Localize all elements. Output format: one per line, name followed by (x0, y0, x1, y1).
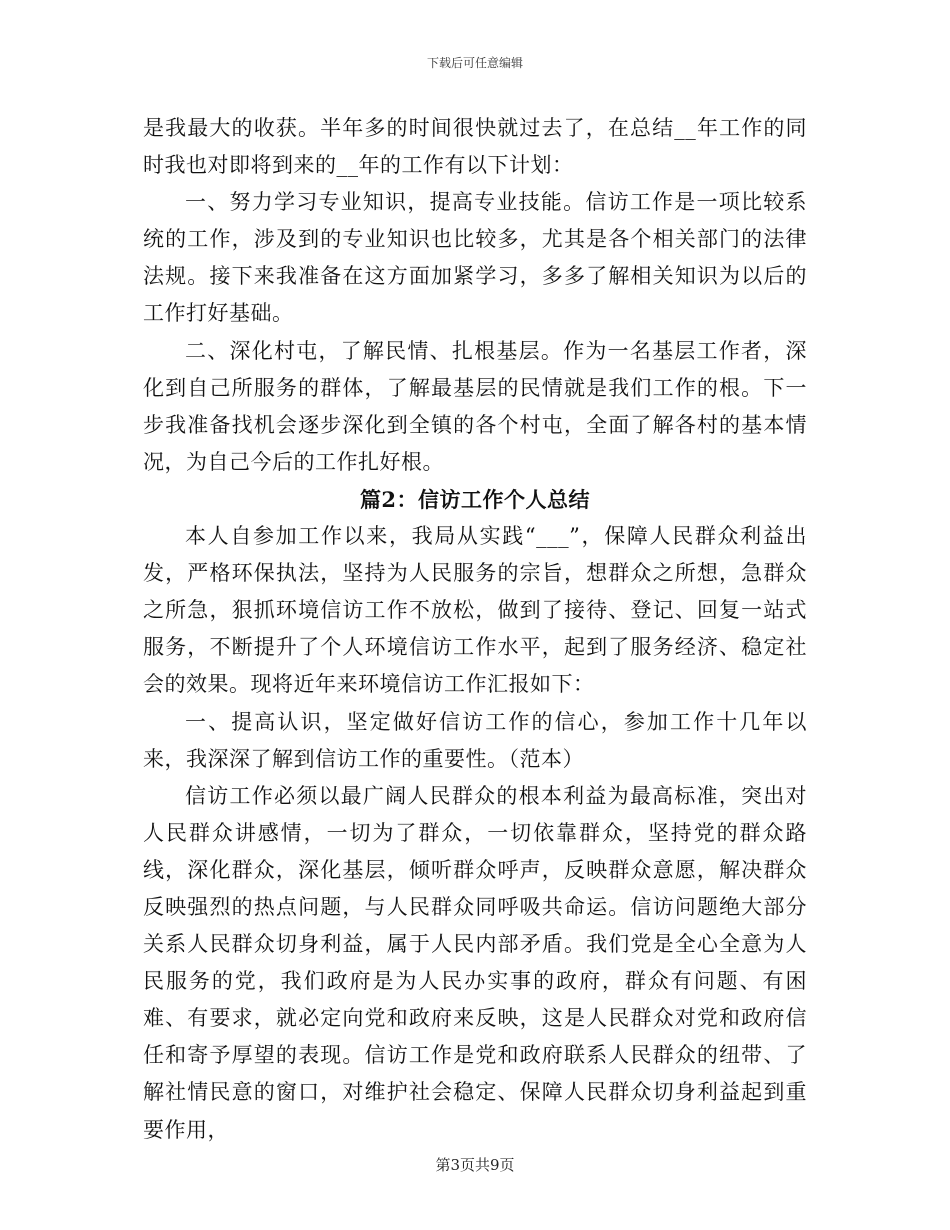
paragraph-principles: 信访工作必须以最广阔人民群众的根本利益为最高标准，突出对人民群众讲感情，一切为了群众，一切依靠群众，坚持党的群众路线，深化群众，深化基层，倾听群众呼声，反映群众意愿，解决群众反映强烈的热点问题，与人民群众同呼吸共命运。信访问题绝大部分关系人民群众切身利益，属于人民内部矛盾。我们党是全心全意为人民服务的党，我们政府是为人民办实事的政府，群众有问题、有困难、有要求，就必定向党和政府来反映，这是人民群众对党和政府信任和寄予厚望的表现。信访工作是党和政府联系人民群众的纽带、了解社情民意的窗口，对维护社会稳定、保障人民群众切身利益起到重要作用， (143, 783, 807, 1142)
page-number: 第3页共9页 (435, 1156, 515, 1174)
paragraph-plan-2: 二、深化村屯，了解民情、扎根基层。作为一名基层工作者，深化到自己所服务的群体，了解最基层的民情就是我们工作的根。下一步我准备找机会逐步深化到全镇的各个村屯，全面了解各村的基本情况，为自己今后的工作扎好根。 (143, 338, 807, 474)
document-body (143, 110, 807, 1149)
paragraph-intro: 本人自参加工作以来，我局从实践“___”，保障人民群众利益出发，严格环保执法，坚持为人民服务的宗旨，想群众之所想，急群众之所急，狠抓环境信访工作不放松，做到了接待、登记、回复一站式服务，不断提升了个人环境信访工作水平，起到了服务经济、稳定社会的效果。现将近年来环境信访工作汇报如下： (143, 524, 807, 697)
section-heading: 篇2：信访工作个人总结 (359, 486, 591, 512)
paragraph-continuation: 是我最大的收获。半年多的时间很快就过去了，在总结__年工作的同时我也对即将到来的__年的工作有以下计划： (143, 116, 807, 178)
paragraph-point-1: 一、提高认识，坚定做好信访工作的信心，参加工作十几年以来，我深深了解到信访工作的重要性。（范本） (143, 709, 807, 771)
paragraph-plan-1: 一、努力学习专业知识，提高专业技能。信访工作是一项比较系统的工作，涉及到的专业知识也比较多，尤其是各个相关部门的法律法规。接下来我准备在这方面加紧学习，多多了解相关知识为以后的工作打好基础。 (143, 190, 807, 326)
download-note: 下载后可任意编辑 (426, 56, 523, 70)
